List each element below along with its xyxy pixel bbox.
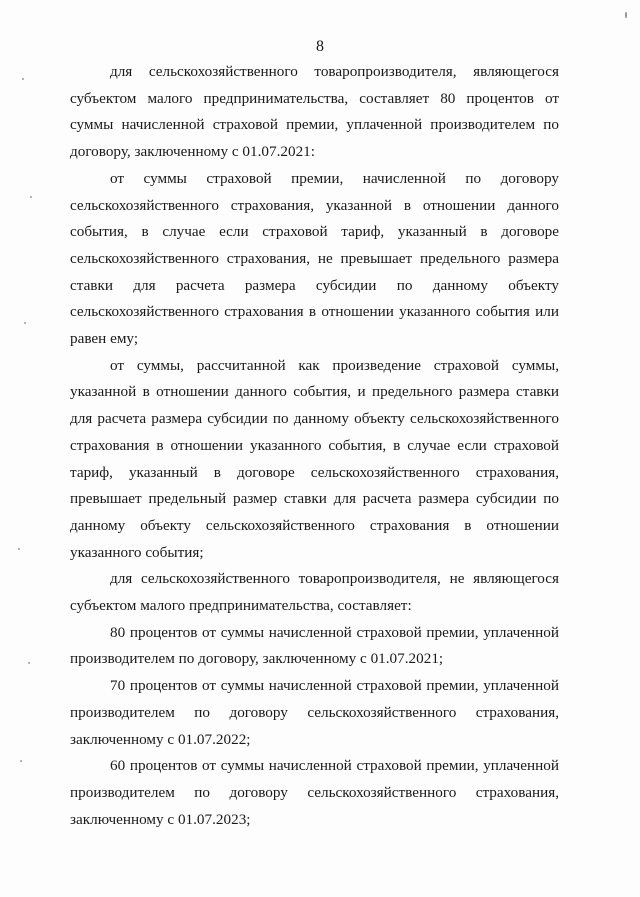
scan-speck [28, 662, 30, 664]
paragraph-premium-exceeds-limit: от суммы, рассчитанной как произведение страховой суммы, указанной в отношении данного события, и предельного размера ставки для расчета размера субсидии по данному объекту сельскохозяйственного страхования в отношении указанного события, в случае если страховой тариф, указанный в договоре сельскохозяйственного страхования, превышает предельный размер ставки для расчета размера субсидии по данному объекту сельскохозяйственного страхования в отношении указанного события; [70, 356, 559, 561]
paragraph-small-business-rate: для сельскохозяйственного товаропроизводителя, являющегося субъектом малого предпринимательства, составляет 80 процентов от суммы начисленной страховой премии, уплаченной производителем по договору, заключенному с 01.07.2021: [70, 63, 559, 161]
scan-speck [625, 12, 627, 18]
scan-speck [18, 548, 20, 550]
paragraph-rate-2023: 60 процентов от суммы начисленной страховой премии, уплаченной производителем по договору сельскохозяйственного страхования, заключенному с 01.07.2023; [70, 757, 559, 828]
scan-speck [20, 760, 22, 762]
paragraph-rate-2021: 80 процентов от суммы начисленной страховой премии, уплаченной производителем по договору, заключенному с 01.07.2021; [70, 623, 559, 668]
paragraph-rate-2022: 70 процентов от суммы начисленной страховой премии, уплаченной производителем по договору сельскохозяйственного страхования, заключенному с 01.07.2022; [70, 677, 559, 748]
page-number: 8 [316, 38, 324, 55]
scan-speck [30, 196, 32, 198]
paragraph-premium-within-limit: от суммы страховой премии, начисленной по договору сельскохозяйственного страхования, указанной в отношении данного события, в случае если страховой тариф, указанный в договоре сельскохозяйственного страхования, не превышает предельного размера ставки для расчета размера субсидии по данному объекту сельскохозяйственного страхования в отношении указанного события или равен ему; [70, 169, 559, 348]
scan-speck [24, 322, 26, 324]
paragraph-non-small-business-rate: для сельскохозяйственного товаропроизводителя, не являющегося субъектом малого предпринимательства, составляет: [70, 570, 559, 615]
document-body [70, 59, 559, 833]
scan-speck [22, 78, 24, 80]
